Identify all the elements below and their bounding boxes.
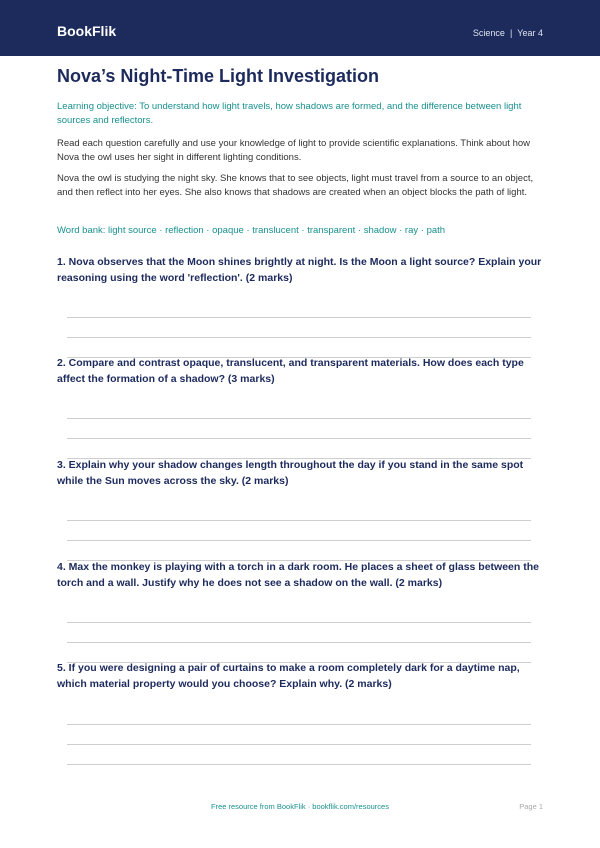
word-bank-separator: · [298, 225, 308, 236]
question-3: 3. Explain why your shadow changes length throughout the day if you stand in the same spot while the Sun moves across the sky. (2 marks) [57, 459, 524, 487]
word-bank-item: transparent [307, 225, 356, 236]
answer-line[interactable] [67, 764, 531, 765]
word-bank-item: reflection [165, 225, 204, 236]
subject-label: Science [472, 28, 505, 38]
word-bank-item: ray [404, 225, 419, 236]
answer-line[interactable] [67, 724, 531, 725]
question-4: 4. Max the monkey is playing with a torch in a dark room. He places a sheet of glass between the torch and a wall. Justify why he does not see a shadow on the wall. (2 marks) [57, 561, 539, 589]
answer-line[interactable] [67, 540, 531, 541]
meta-separator: | [509, 28, 513, 38]
word-bank-separator: · [418, 225, 427, 236]
answer-line[interactable] [67, 744, 531, 745]
brand-logo[interactable]: BookFlik [57, 23, 117, 39]
question-2: 2. Compare and contrast opaque, translucent, and transparent materials. How does each type affect the formation of a shadow? (3 marks) [57, 357, 524, 385]
answer-line[interactable] [67, 418, 531, 419]
word-bank-label: Word bank: [57, 225, 106, 236]
word-bank-item: light source [108, 225, 157, 236]
word-bank-separator: · [396, 225, 405, 236]
answer-line[interactable] [67, 622, 531, 623]
header-bar [0, 0, 600, 56]
word-bank [57, 224, 543, 238]
answer-line[interactable] [67, 520, 531, 521]
answer-line[interactable] [67, 438, 531, 439]
footer-credit[interactable]: Free resource from BookFlik · bookflik.com/resources [211, 802, 389, 811]
answer-line[interactable] [67, 337, 531, 338]
word-bank-item: shadow [363, 225, 397, 236]
word-bank-items [108, 225, 445, 236]
subject-meta [473, 28, 543, 38]
learning-objective: Learning objective: To understand how light travels, how shadows are formed, and the difference between light sources and reflectors. [57, 101, 522, 126]
word-bank-separator: · [243, 225, 253, 236]
word-bank-separator: · [156, 225, 166, 236]
page-number: Page 1 [519, 802, 543, 811]
worksheet-title: Nova’s Night-Time Light Investigation [57, 66, 380, 86]
word-bank-item: path [426, 225, 446, 236]
intro-paragraph-2: Nova the owl is studying the night sky. She knows that to see objects, light must travel from a source to an object, and then reflect into her eyes. She also knows that shadows are created when an object blocks the path of light. [57, 173, 534, 198]
question-5: 5. If you were designing a pair of curtains to make a room completely dark for a daytime nap, which material property would you choose? Explain why. (2 marks) [57, 662, 520, 690]
word-bank-item: translucent [252, 225, 299, 236]
word-bank-separator: · [355, 225, 364, 236]
year-label: Year 4 [517, 28, 543, 38]
answer-line[interactable] [67, 317, 531, 318]
word-bank-separator: · [203, 225, 213, 236]
question-1: 1. Nova observes that the Moon shines brightly at night. Is the Moon a light source? Explain your reasoning using the word 'reflection'. (2 marks) [57, 256, 542, 284]
answer-line[interactable] [67, 642, 531, 643]
intro-paragraph-1: Read each question carefully and use your knowledge of light to provide scientific explanations. Think about how Nova the owl uses her sight in different lighting conditions. [57, 138, 531, 163]
word-bank-item: opaque [212, 225, 244, 236]
